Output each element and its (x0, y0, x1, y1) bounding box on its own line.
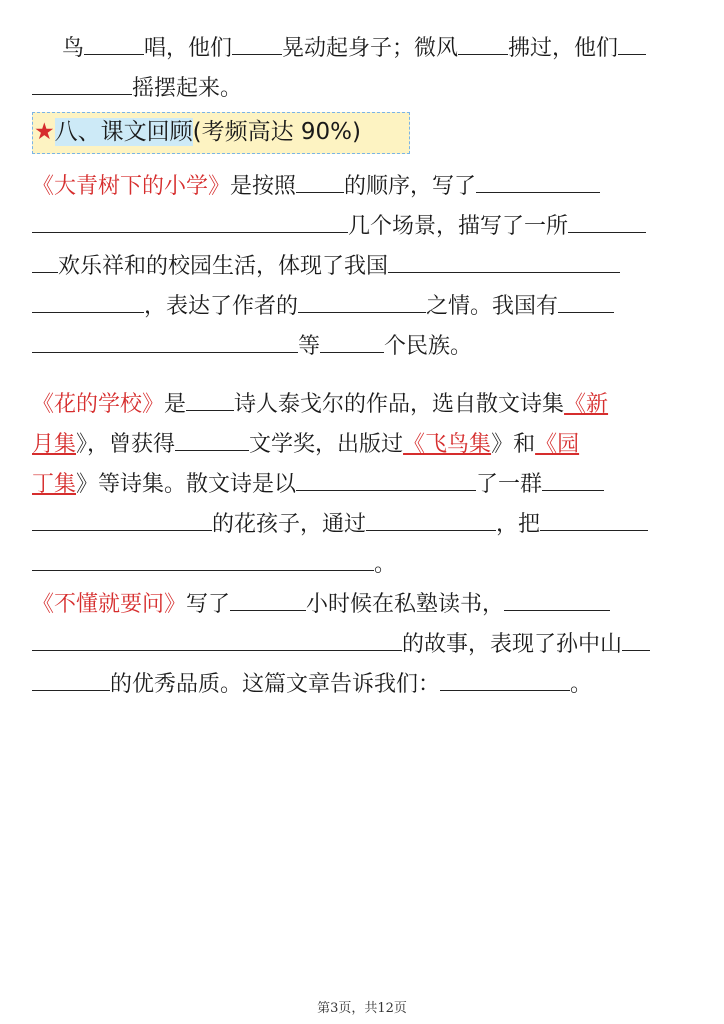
text: 诗人泰戈尔的作品，选自散文诗集 (234, 392, 565, 417)
book-title: 月集 (32, 432, 77, 457)
p3-line-1 (32, 586, 692, 622)
lesson-title: 《花的学校》 (32, 392, 165, 417)
page-footer: 第3页，共12页 (317, 1001, 407, 1016)
text: 。 (570, 672, 593, 697)
p2-line-4 (32, 506, 692, 542)
text: 的故事，表现了孙中山 (402, 632, 623, 657)
answer-blank[interactable] (366, 506, 496, 531)
section-title: 八、课文回顾 (54, 119, 193, 145)
p1-line-2 (32, 208, 692, 244)
text: 晃动起身子；微风 (282, 36, 459, 61)
book-title: 《园 (535, 432, 580, 457)
answer-blank[interactable] (175, 426, 249, 451)
answer-blank[interactable] (32, 288, 144, 313)
p2-line-3 (32, 466, 692, 502)
text: 等 (298, 334, 321, 359)
text: 是 (164, 392, 187, 417)
text: 摇摆起来。 (132, 76, 243, 101)
answer-blank[interactable] (32, 208, 348, 233)
text: 的花孩子，通过 (212, 512, 367, 537)
text: 写了 (186, 592, 231, 617)
answer-blank[interactable] (440, 666, 570, 691)
answer-blank[interactable] (388, 248, 620, 273)
p3-line-2 (32, 626, 692, 662)
section-note: (考频高达 90%) (192, 119, 362, 145)
answer-blank[interactable] (540, 506, 648, 531)
star-icon: ★ (34, 119, 55, 145)
text: 的顺序，写了 (344, 174, 477, 199)
answer-blank[interactable] (186, 386, 234, 411)
p1-line-4 (32, 288, 692, 324)
text: 》和 (491, 432, 536, 457)
answer-blank[interactable] (232, 30, 282, 55)
answer-blank[interactable] (298, 288, 426, 313)
answer-blank[interactable] (32, 70, 132, 95)
book-title: 《飞鸟集 (403, 432, 492, 457)
book-title: 丁集 (32, 472, 77, 497)
text: ，表达了作者的 (144, 294, 299, 319)
answer-blank[interactable] (32, 626, 402, 651)
answer-blank[interactable] (558, 288, 614, 313)
answer-blank[interactable] (458, 30, 508, 55)
text: 唱，他们 (144, 36, 233, 61)
answer-blank[interactable] (542, 466, 604, 491)
answer-blank[interactable] (84, 30, 144, 55)
text: 了一群 (476, 472, 543, 497)
text: 文学奖，出版过 (249, 432, 404, 457)
answer-blank[interactable] (568, 208, 646, 233)
book-title: 《新 (564, 392, 609, 417)
text: 》，曾获得 (76, 432, 176, 457)
text: 欢乐祥和的校园生活，体现了我国 (58, 254, 389, 279)
text: 鸟 (62, 36, 85, 61)
text: 几个场景，描写了一所 (348, 214, 569, 239)
top-line-1 (32, 30, 692, 66)
p1-line-3 (32, 248, 692, 284)
answer-blank[interactable] (504, 586, 610, 611)
answer-blank[interactable] (32, 506, 212, 531)
section-header (34, 115, 361, 149)
answer-blank[interactable] (476, 168, 600, 193)
answer-blank[interactable] (296, 466, 476, 491)
lesson-title: 《大青树下的小学》 (32, 174, 231, 199)
answer-blank[interactable] (296, 168, 344, 193)
top-line-2 (32, 70, 692, 106)
text: 的优秀品质。这篇文章告诉我们： (110, 672, 441, 697)
answer-blank[interactable] (320, 328, 384, 353)
text: 拂过，他们 (508, 36, 619, 61)
p2-line-2 (32, 426, 692, 462)
answer-blank[interactable] (32, 328, 298, 353)
text: 之情。我国有 (426, 294, 559, 319)
text: ，把 (496, 512, 541, 537)
text: 小时候在私塾读书， (306, 592, 505, 617)
p2-line-1 (32, 386, 692, 422)
p1-line-1 (32, 168, 692, 204)
answer-blank[interactable] (230, 586, 306, 611)
answer-blank[interactable] (622, 626, 650, 651)
answer-blank[interactable] (32, 248, 58, 273)
text: 。 (374, 552, 397, 577)
p1-line-5 (32, 328, 692, 364)
answer-blank[interactable] (32, 546, 374, 571)
text: 个民族。 (384, 334, 473, 359)
answer-blank[interactable] (618, 30, 646, 55)
text: 是按照 (230, 174, 297, 199)
text: 》等诗集。散文诗是以 (76, 472, 297, 497)
p3-line-3 (32, 666, 692, 702)
p2-line-5 (32, 546, 692, 582)
answer-blank[interactable] (32, 666, 110, 691)
lesson-title: 《不懂就要问》 (32, 592, 187, 617)
